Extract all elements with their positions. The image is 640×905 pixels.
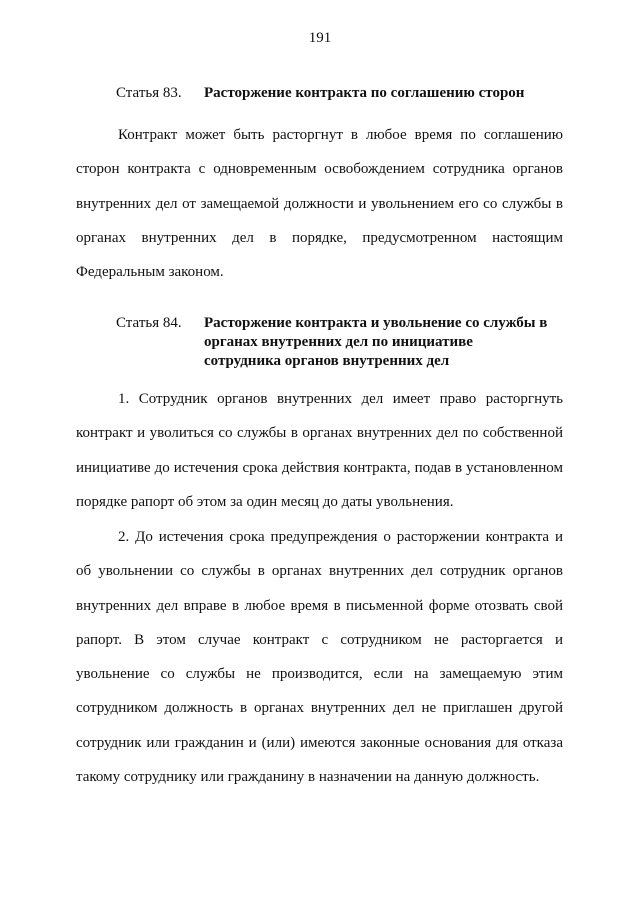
article-84-number: Статья 84. bbox=[116, 315, 182, 331]
article-84-title: Расторжение контракта и увольнение со службы в органах внутренних дел по инициативе сотрудника органов внутренних дел bbox=[204, 315, 548, 369]
article-84-paragraph-1: 1. Сотрудник органов внутренних дел имеет право расторгнуть контракт и уволиться со службы в органах внутренних дел по собственной инициативе до истечения срока действия контракта, подав в установленном порядке рапорт об этом за один месяц до даты увольнения. bbox=[76, 391, 563, 510]
article-83-title: Расторжение контракта по соглашению сторон bbox=[204, 85, 525, 101]
article-83-paragraph: Контракт может быть расторгнут в любое время по соглашению сторон контракта с одновременным освобождением сотрудника органов внутренних дел от замещаемой должности и увольнением его со службы в органах внутренних дел в порядке, предусмотренном настоящим Федеральным законом. bbox=[76, 127, 563, 281]
page-number: 191 bbox=[308, 30, 332, 46]
article-84-paragraph-2: 2. До истечения срока предупреждения о расторжении контракта и об увольнении со службы в органах внутренних дел сотрудник органов внутренних дел вправе в любое время в письменной форме отозвать свой рапорт. В этом случае контракт с сотрудником не расторгается и увольнение со службы не производится, если на замещаемую этим сотрудником должность в органах внутренних дел не приглашен другой сотрудник или гражданин и (или) имеются законные основания для отказа такому сотруднику или гражданину в назначении на данную должность. bbox=[76, 529, 563, 786]
article-83-number: Статья 83. bbox=[116, 85, 182, 101]
